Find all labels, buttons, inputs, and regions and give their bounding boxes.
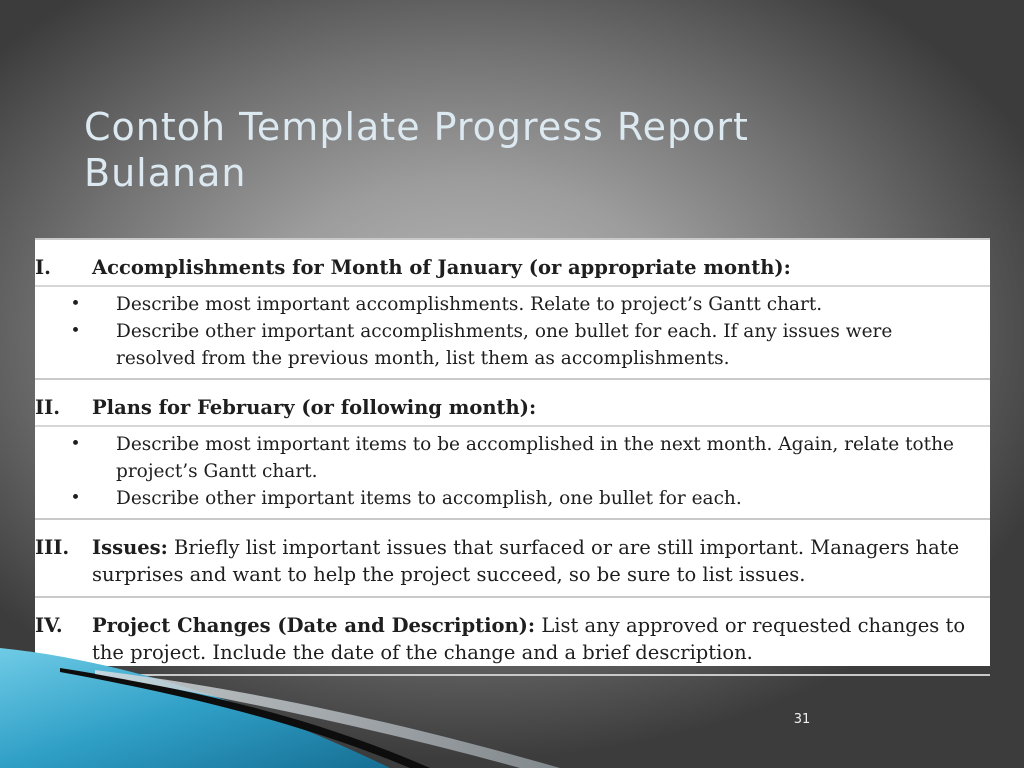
section-numeral: IV. (35, 614, 63, 637)
bullet-icon: • (70, 321, 81, 341)
section-numeral: III. (35, 536, 70, 559)
page-number: 31 (793, 712, 811, 727)
section-numeral: I. (35, 256, 51, 279)
bullet-icon: • (70, 434, 81, 454)
slide-title-line-2: Bulanan (84, 151, 247, 195)
section-text: List any approved or requested changes to the project. Include the date of the change and a brief description. (92, 614, 966, 664)
section-lead: Issues: (92, 536, 168, 559)
bullet-icon: • (70, 488, 81, 508)
section-lead: Project Changes (Date and Description): (92, 614, 536, 637)
bullet-text: Describe most important accomplishments. Relate to project’s Gantt chart. (116, 294, 823, 315)
section-text: Briefly list important issues that surfaced or are still important. Managers hate surprises and want to help the project succeed, so be sure to list issues. (92, 536, 960, 586)
section-heading-text: Accomplishments for Month of January (or appropriate month): (92, 256, 791, 279)
bullet-text: Describe other important accomplishments, one bullet for each. If any issues were resolved from the previous month, list them as accomplishments. (116, 321, 893, 369)
swoosh-blue-shape (0, 648, 390, 768)
bullet-text: Describe other important items to accomplish, one bullet for each. (116, 488, 742, 509)
bullet-icon: • (70, 294, 81, 314)
section-numeral: II. (35, 396, 61, 419)
section-heading-text: Plans for February (or following month): (92, 396, 537, 419)
bullet-text: Describe most important items to be accomplished in the next month. Again, relate tothe project’s Gantt chart. (116, 434, 954, 482)
slide-title-line-1: Contoh Template Progress Report (84, 105, 749, 149)
